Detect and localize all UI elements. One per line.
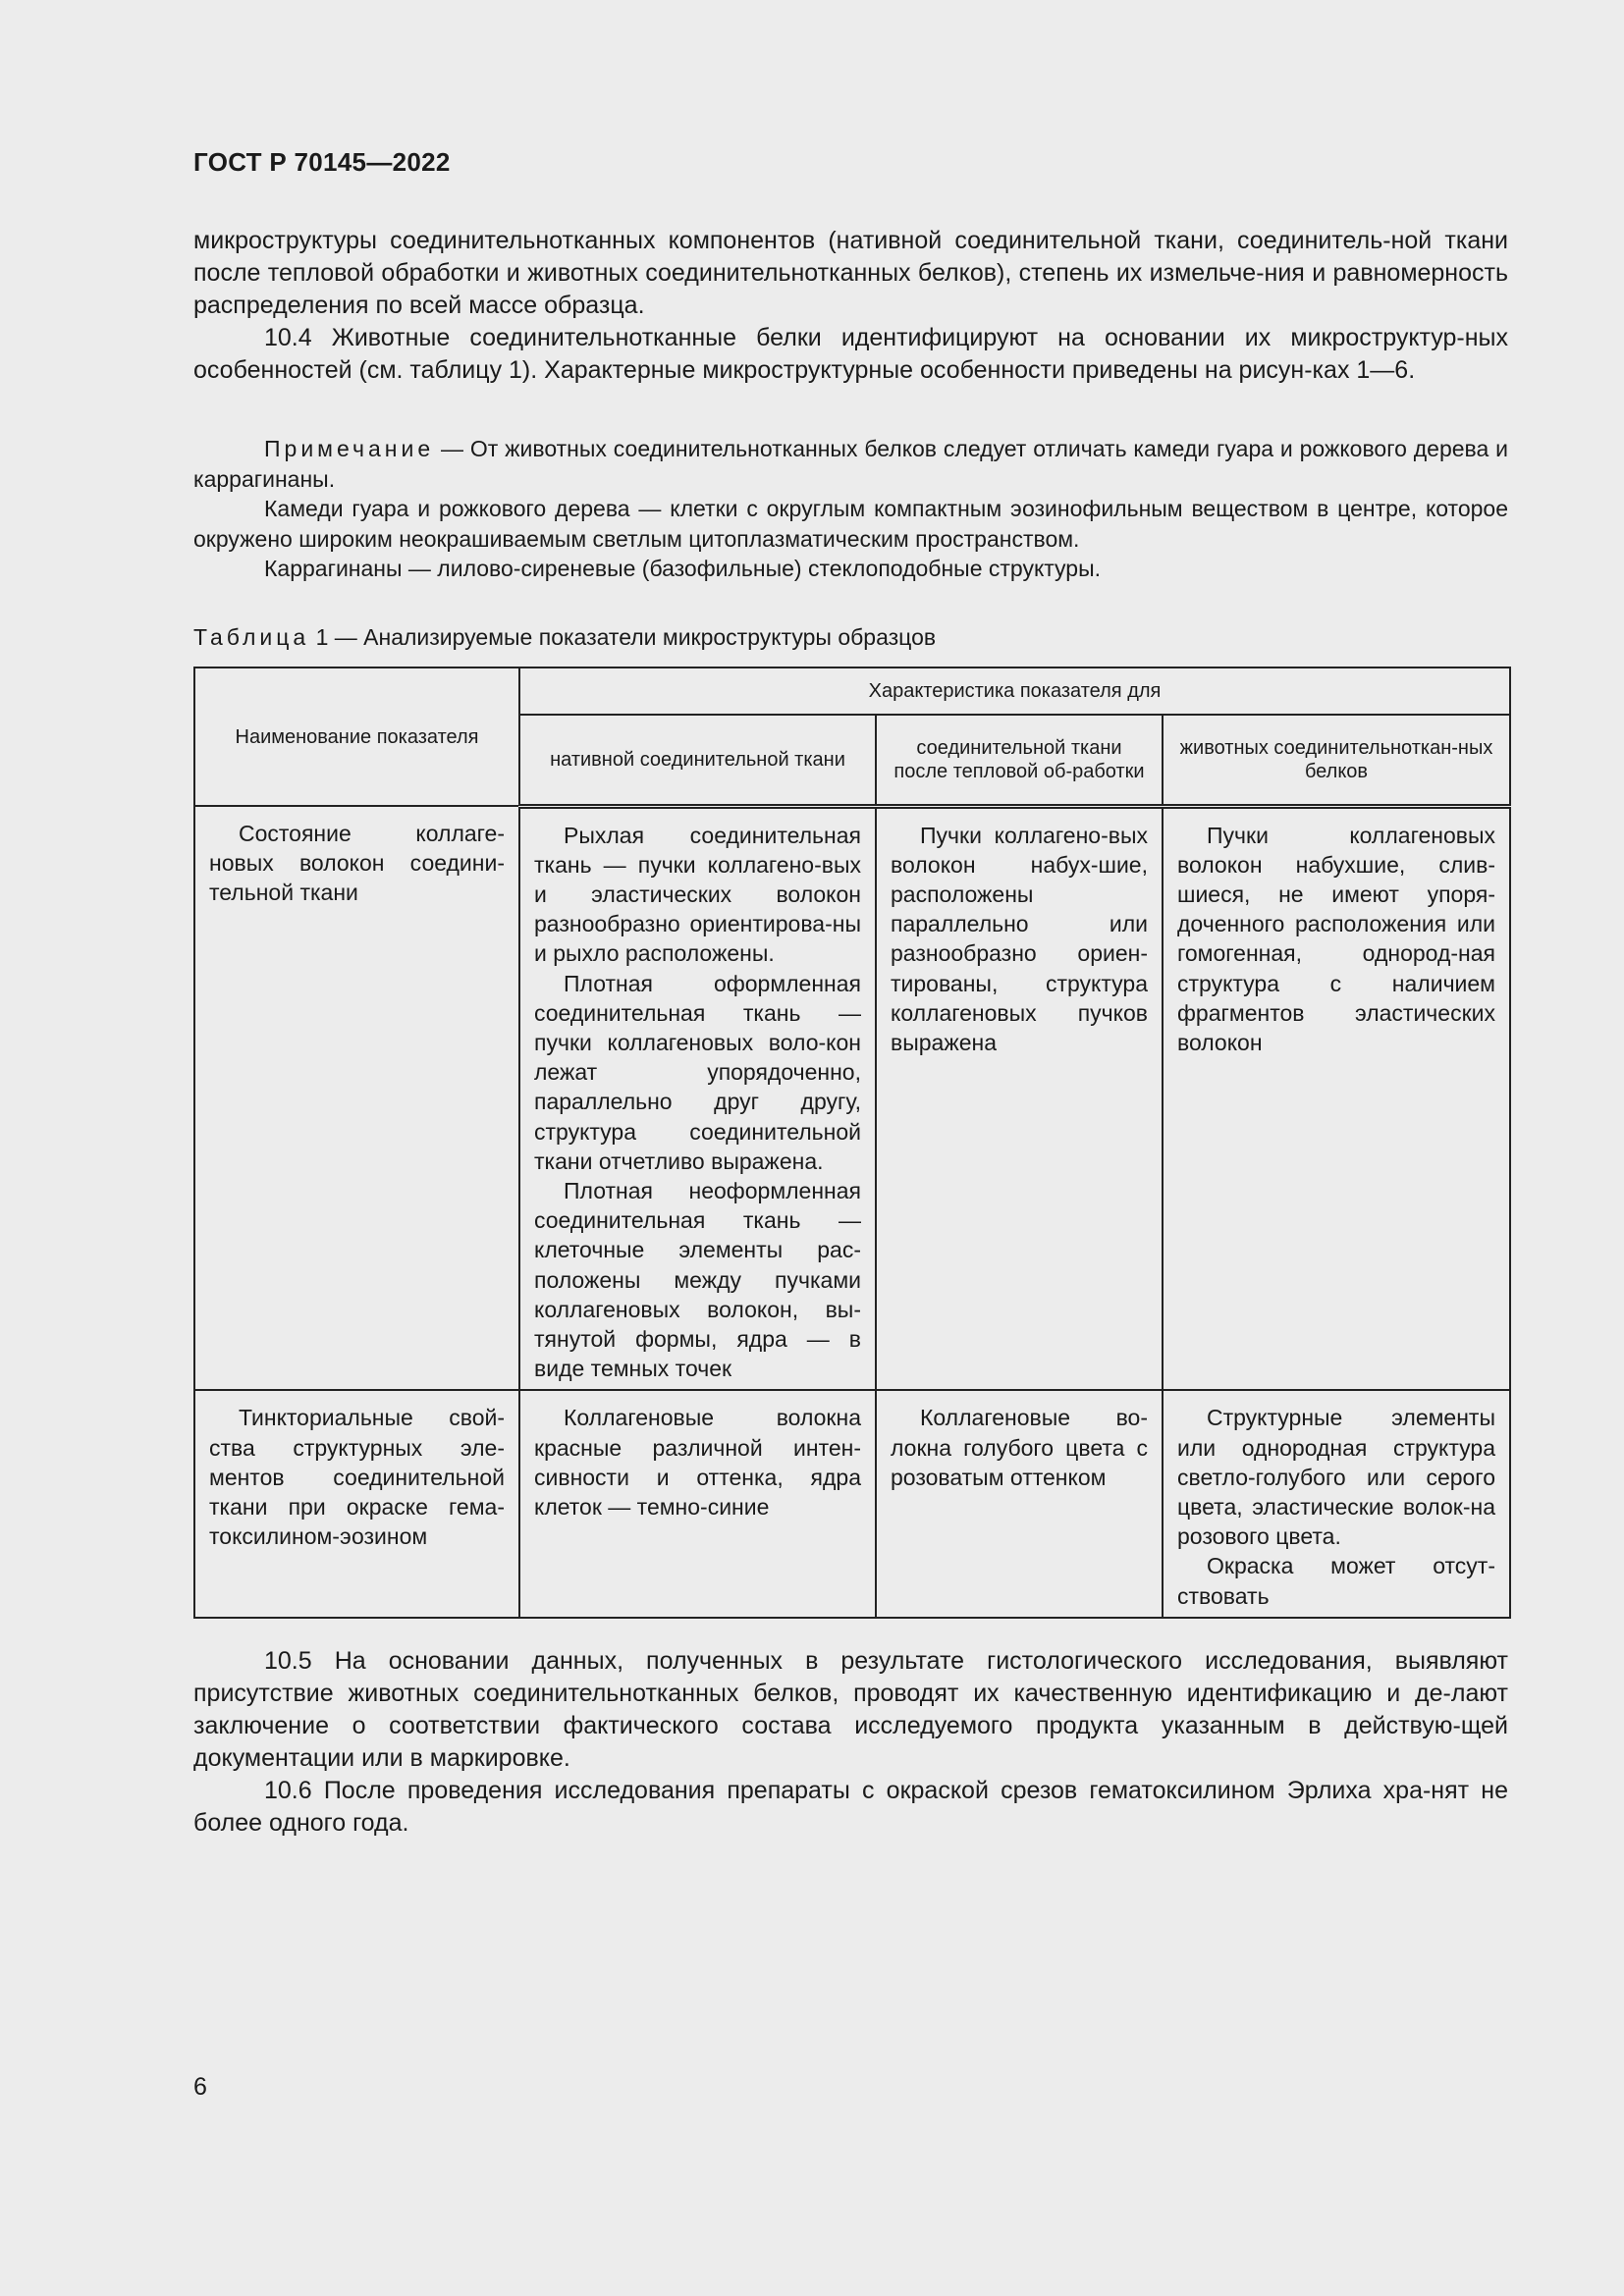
header-heated-tissue: соединительной ткани после тепловой об-работки [876,715,1163,806]
row-name: Тинкториальные свой-ства структурных эле-ментов соединительной ткани при окраске гема-токсилином-эозином [209,1405,505,1550]
native-cell [519,1390,876,1617]
table-row [194,1390,1510,1617]
row-name: Состояние коллаге-новых волокон соедини-тельной ткани [209,821,505,906]
native-cell [519,806,876,1390]
cell-paragraph: Коллагеновые волокна красные различной интен-сивности и оттенка, ядра клеток — темно-синие [534,1405,861,1520]
cell-paragraph: Рыхлая соединительная ткань — пучки коллагено-вых и эластических волокон разнообразно ориентирова-ны и рыхло расположены. [534,822,861,967]
intro-paragraph-2: 10.4 Животные соединительнотканные белки идентифицируют на основании их микроструктур-ных особенностей (см. таблицу 1). Характерные микроструктурные особенности приведены на рисун-ках 1—6. [193,324,1508,384]
note-block [193,434,1508,584]
row-name-cell [194,1390,519,1617]
heated-cell [876,806,1163,1390]
table-caption [193,624,936,651]
cell-paragraph: Плотная неоформленная соединительная ткань — клеточные элементы рас-положены между пучками коллагеновых волокон, вы-тянутой формы, ядра — в виде темных точек [534,1177,861,1382]
note-label: Примечание [264,436,435,461]
page-number: 6 [193,2073,207,2101]
table-caption-text: 1 — Анализируемые показатели микроструктуры образцов [309,624,937,650]
header-native-tissue: нативной соединительной ткани [519,715,876,806]
indicators-table [193,667,1511,1619]
cell-paragraph: Окраска может отсут-ствовать [1177,1553,1495,1609]
header-indicator-name: Наименование показателя [194,667,519,806]
header-animal-proteins: животных соединительноткан-ных белков [1163,715,1510,806]
animal-cell [1163,806,1510,1390]
heated-cell [876,1390,1163,1617]
document-header: ГОСТ Р 70145—2022 [193,147,451,177]
intro-text [193,225,1508,387]
outro-paragraph-2: 10.6 После проведения исследования препараты с окраской срезов гематоксилином Эрлиха хра-нят не более одного года. [193,1777,1508,1837]
cell-paragraph: Плотная оформленная соединительная ткань — пучки коллагеновых воло-кон лежат упорядоченно, параллельно друг другу, структура соединительной ткани отчетливо выражена. [534,970,861,1174]
cell-paragraph: Пучки коллагено-вых волокон набух-шие, расположены параллельно или разнообразно ориен-тированы, структура коллагеновых пучков выражена [891,822,1148,1055]
outro-paragraph-1: 10.5 На основании данных, полученных в результате гистологического исследования, выявляют присутствие животных соединительнотканных белков, проводят их качественную идентификацию и де-лают заключение о соответствии фактического состава исследуемого продукта указанным в действую-щей документации или в маркировке. [193,1647,1508,1772]
table-row [194,806,1510,1390]
cell-paragraph: Структурные элементы или однородная структура светло-голубого или серого цвета, эластические волок-на розового цвета. [1177,1405,1495,1550]
outro-text [193,1645,1508,1840]
row-name-cell [194,806,519,1390]
note-text: — От животных соединительнотканных белков следует отличать камеди гуара и рожкового дерева и каррагинаны. [193,436,1508,492]
intro-paragraph-1: микроструктуры соединительнотканных компонентов (нативной соединительной ткани, соединитель-ной ткани после тепловой обработки и животных соединительнотканных белков), степень их измельче-ния и равномерность распределения по всей массе образца. [193,227,1508,319]
animal-cell [1163,1390,1510,1617]
table-caption-label: Таблица [193,624,310,650]
note-line-1 [193,434,1508,494]
cell-paragraph: Пучки коллагеновых волокон набухшие, слив-шиеся, не имеют упоря-доченного расположения или гомогенная, однород-ная структура с наличием фрагментов эластических волокон [1177,822,1495,1055]
cell-paragraph: Коллагеновые во-локна голубого цвета с розоватым оттенком [891,1405,1148,1490]
note-line-3: Каррагинаны — лилово-сиреневые (базофильные) стеклоподобные структуры. [264,556,1102,581]
header-characteristic-group: Характеристика показателя для [519,667,1510,715]
note-line-2: Камеди гуара и рожкового дерева — клетки с округлым компактным эозинофильным веществом в центре, которое окружено широким неокрашиваемым светлым цитоплазматическим пространством. [193,496,1508,552]
